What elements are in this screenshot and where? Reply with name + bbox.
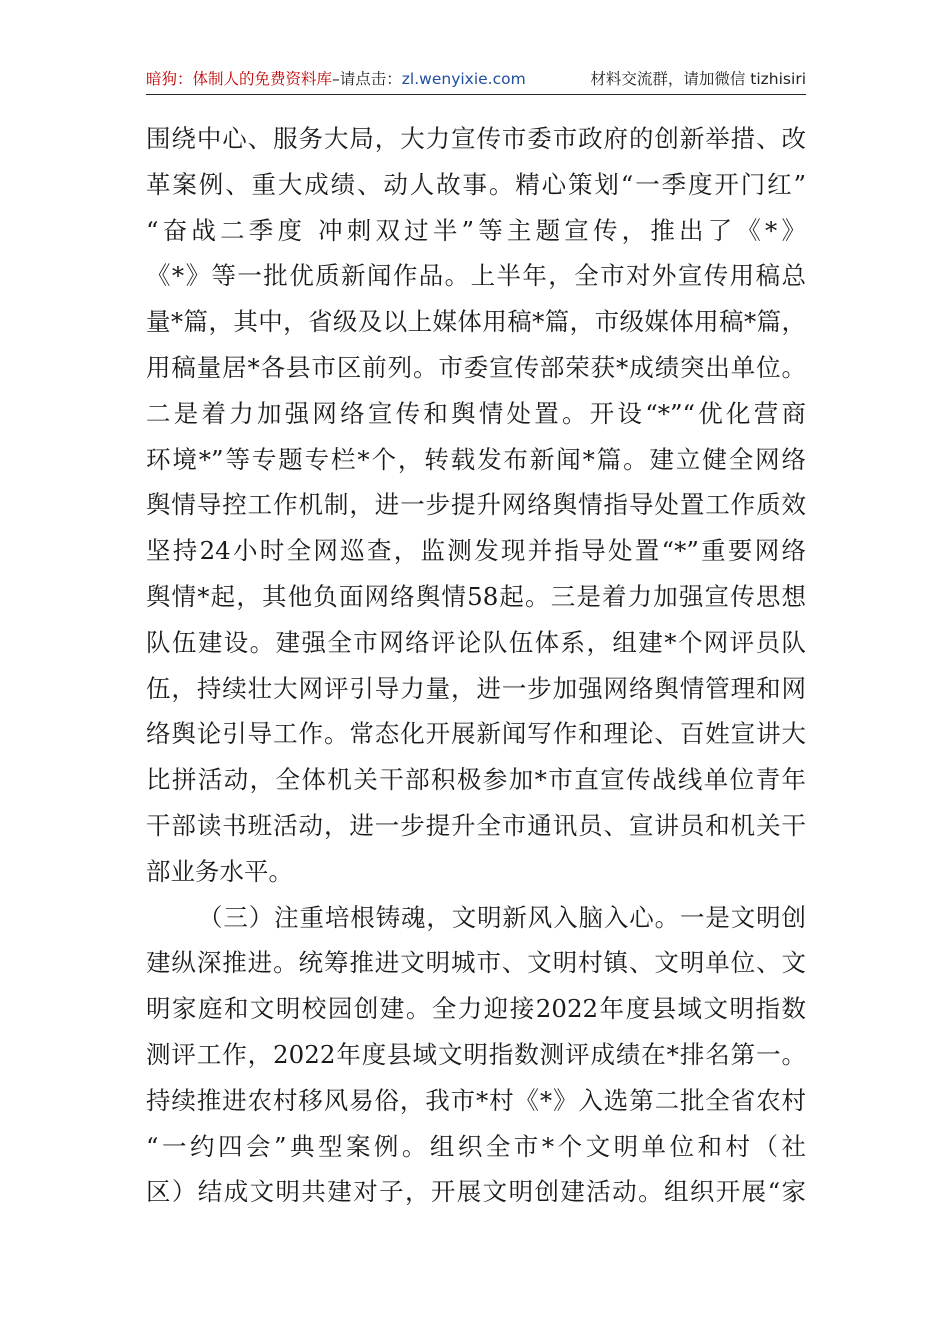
text-line: 伍，持续壮大网评引导力量，进一步加强网络舆情管理和网	[146, 673, 806, 703]
text-line: “一约四会”典型案例。组织全市*个文明单位和村（社	[146, 1131, 806, 1161]
header-contact: 材料交流群，请加微信 tizhisiri	[590, 70, 806, 88]
text-line: 环境*”等专题专栏*个，转载发布新闻*篇。建立健全网络	[146, 444, 806, 474]
text-line: 部业务水平。	[146, 856, 293, 886]
text-line: 革案例、重大成绩、动人故事。精心策划“一季度开门红”	[146, 169, 806, 199]
text-line: 舆情*起，其他负面网络舆情58起。三是着力加强宣传思想	[146, 581, 806, 611]
text-line: 明家庭和文明校园创建。全力迎接2022年度县域文明指数	[146, 994, 806, 1024]
header-brand: 暗狗：体制人的免费资料库	[146, 70, 333, 88]
page-header	[146, 64, 806, 95]
header-link[interactable]: zl.wenyixie.com	[401, 70, 526, 88]
text-line: 舆情导控工作机制，进一步提升网络舆情指导处置工作质效	[146, 490, 806, 520]
text-line: 量*篇，其中，省级及以上媒体用稿*篇，市级媒体用稿*篇，	[146, 307, 806, 337]
text-line: 二是着力加强网络宣传和舆情处置。开设“*”“优化营商	[146, 398, 806, 428]
header-prompt: –请点击：	[332, 70, 402, 88]
text-line: 比拼活动，全体机关干部积极参加*市直宣传战线单位青年	[146, 765, 806, 795]
text-line: 用稿量居*各县市区前列。市委宣传部荣获*成绩突出单位。	[146, 352, 806, 382]
text-line: 持续推进农村移风易俗，我市*村《*》入选第二批全省农村	[146, 1085, 806, 1115]
text-line: 《*》等一批优质新闻作品。上半年，全市对外宣传用稿总	[146, 261, 806, 291]
text-line: 络舆论引导工作。常态化开展新闻写作和理论、百姓宣讲大	[146, 719, 806, 749]
text-line: 区）结成文明共建对子，开展文明创建活动。组织开展“家	[146, 1177, 806, 1207]
text-line: “奋战二季度 冲刺双过半”等主题宣传，推出了《*》	[146, 215, 806, 245]
section-heading-line: （三）注重培根铸魂，文明新风入脑入心。一是文明创	[198, 902, 806, 932]
text-line: 干部读书班活动，进一步提升全市通讯员、宣讲员和机关干	[146, 810, 806, 840]
text-line: 围绕中心、服务大局，大力宣传市委市政府的创新举措、改	[146, 124, 806, 153]
text-line: 测评工作，2022年度县域文明指数测评成绩在*排名第一。	[146, 1039, 806, 1069]
text-line: 坚持24小时全网巡查，监测发现并指导处置“*”重要网络	[146, 536, 806, 566]
text-line: 队伍建设。建强全市网络评论队伍体系，组建*个网评员队	[146, 627, 806, 657]
document-body	[146, 116, 806, 1215]
text-line: 建纵深推进。统筹推进文明城市、文明村镇、文明单位、文	[146, 948, 806, 978]
